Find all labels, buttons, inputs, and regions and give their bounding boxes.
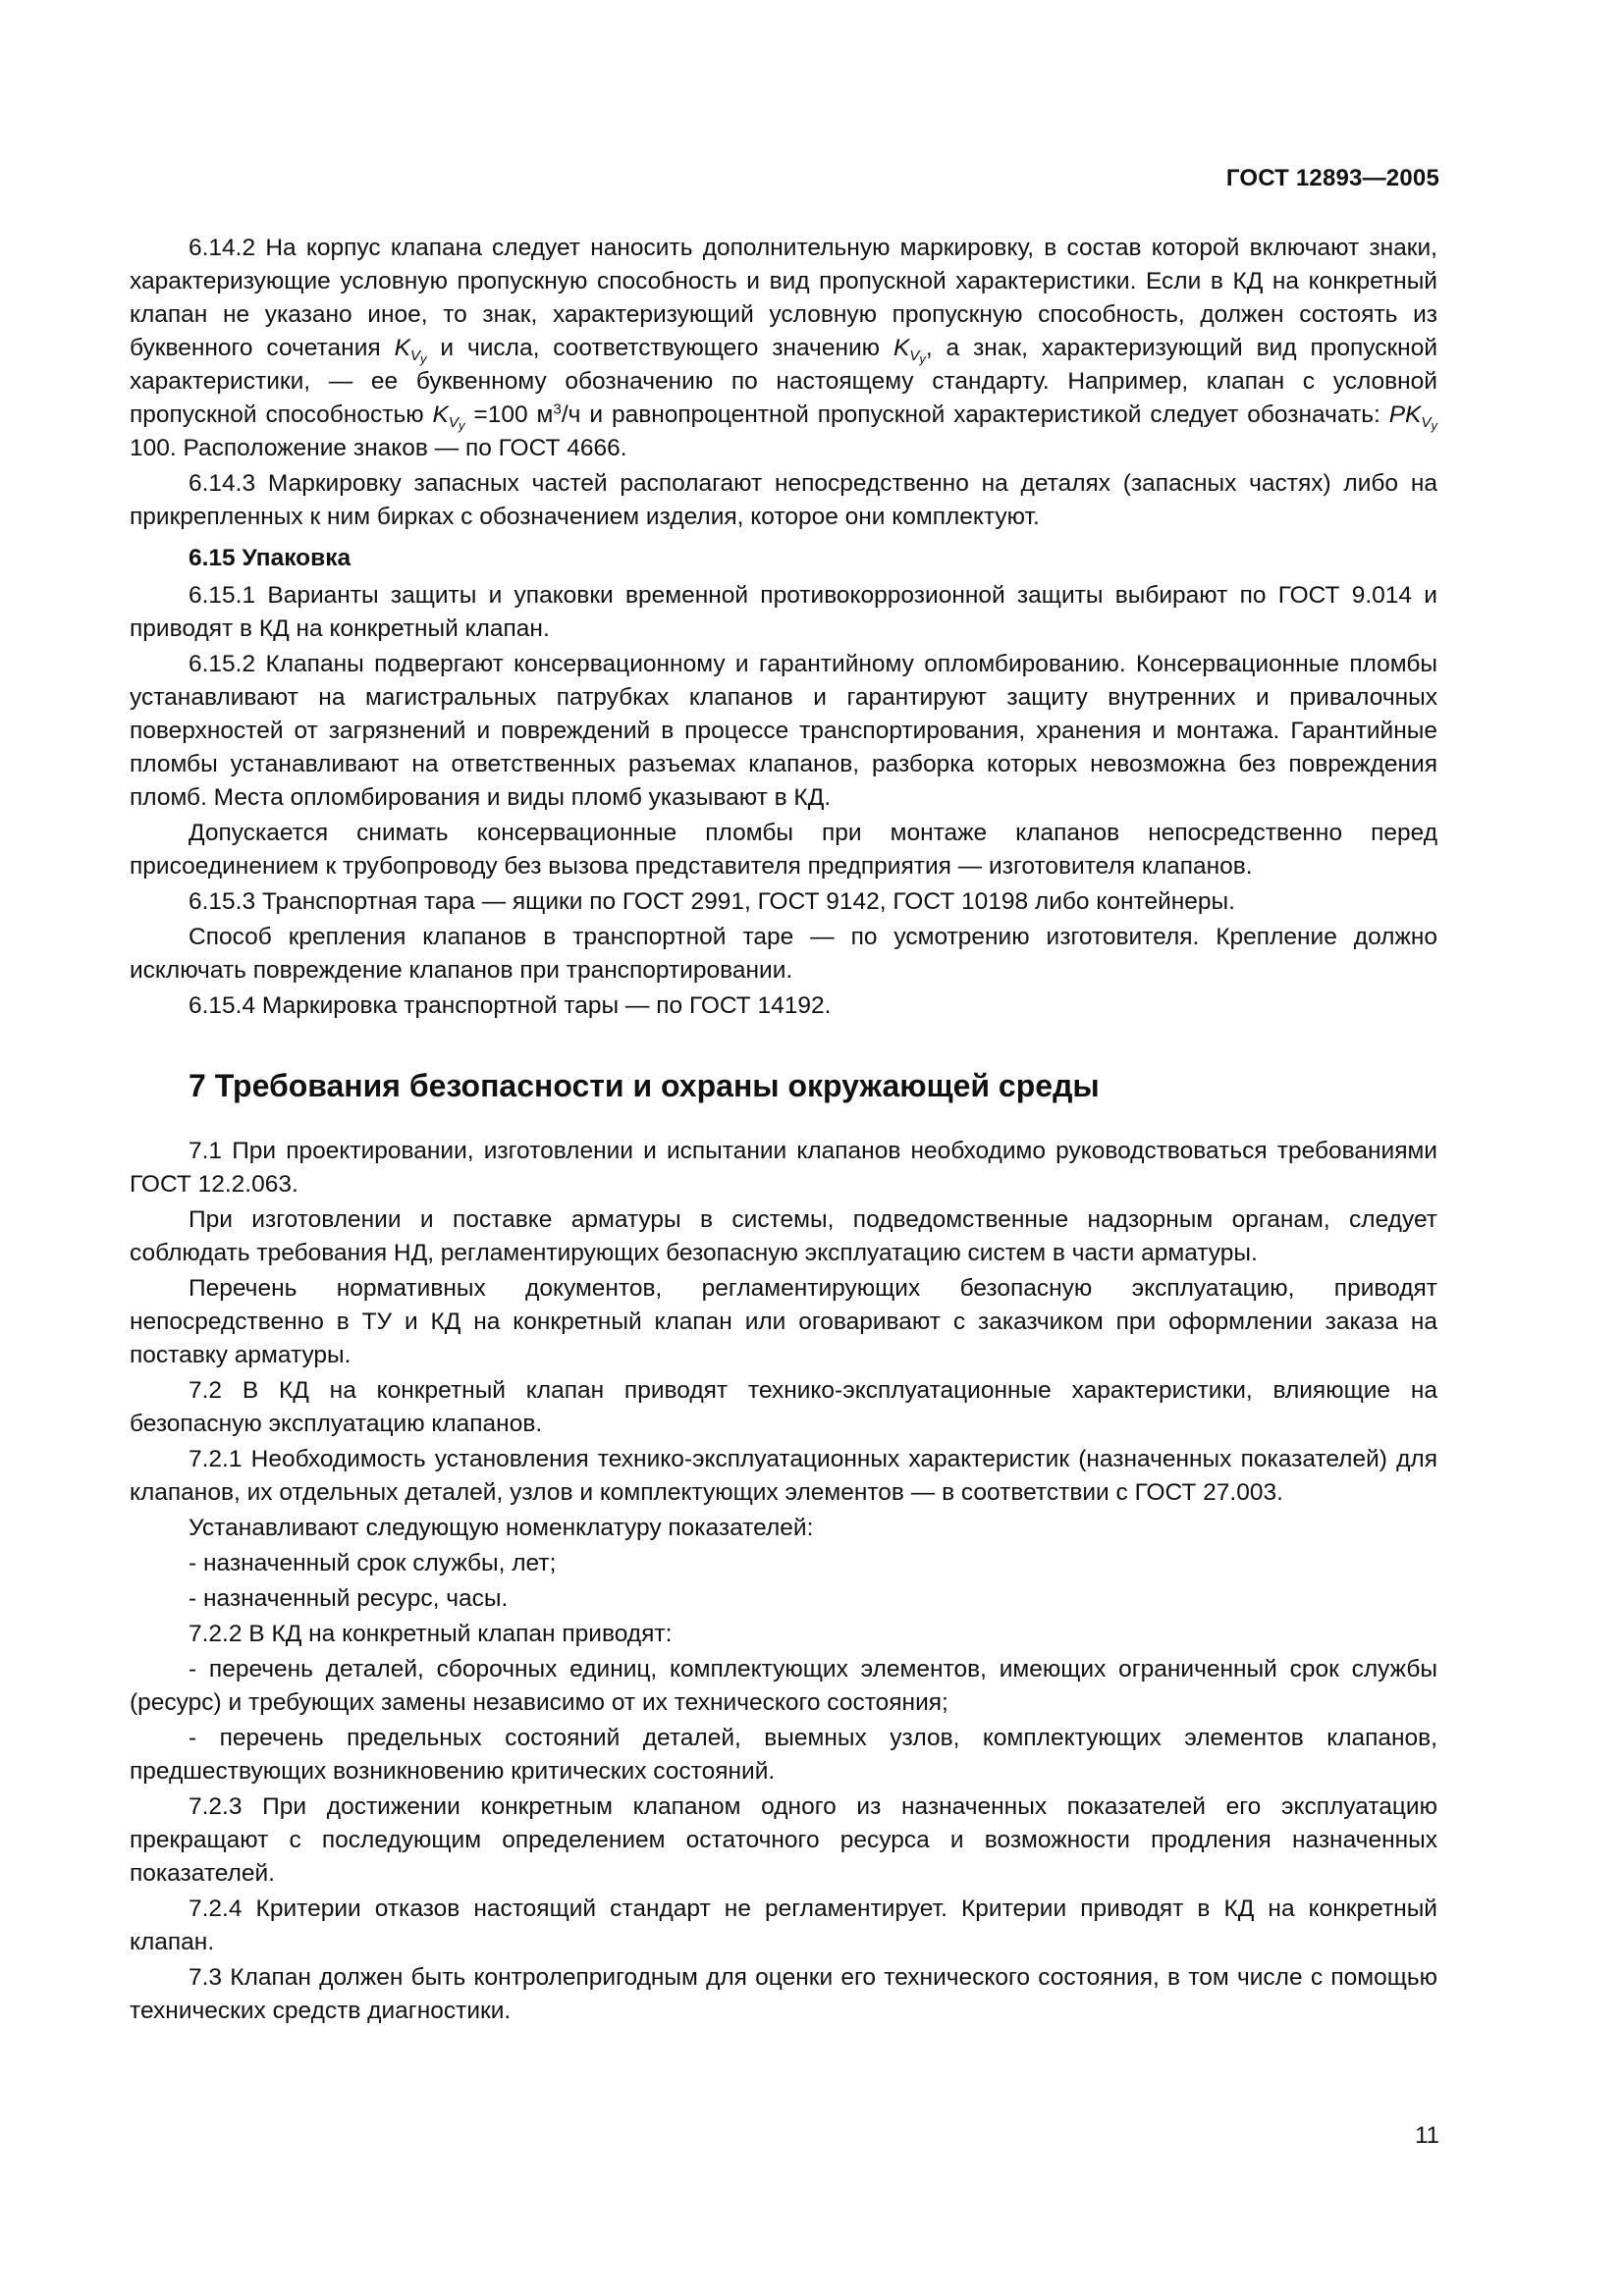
symbol-kv: $K_{V_y}$ (893, 335, 926, 367)
symbol-kv: $K_{V_y}$ (432, 401, 465, 434)
paragraph-6-15-4: 6.15.4 Маркировка транспортной тары — по ГОСТ 14192. (189, 992, 832, 1019)
paragraph-7-2-1: 7.2.1 Необходимость установления технико-эксплуатационных характеристик (назначенных показателей) для клапанов, их отдельных деталей, узлов и комплектующих элементов — в соответствии с ГОСТ 27.003. (130, 1446, 1437, 1506)
paragraph-7-2-1-b: Устанавливают следующую номенклатуру показателей: (189, 1515, 814, 1541)
document-code: ГОСТ 12893—2005 (1225, 165, 1439, 191)
paragraph-7-2: 7.2 В КД на конкретный клапан приводят технико-эксплуатационные характеристики, влияющие на безопасную эксплуатацию клапанов. (130, 1377, 1437, 1437)
text-segment: 100. Расположение знаков — по ГОСТ 4666. (130, 435, 627, 461)
text-segment: 6.14.2 На корпус клапана следует наносить дополнительную маркировку, в состав которой включают знаки, характеризующие условную пропускную способность и вид пропускной характеристики. Если в КД на конкретный клапан не указано иное, то знак, характеризующий условную пропускную способность, должен состоять из буквенного сочетания (130, 235, 1437, 361)
page-number: 11 (1415, 2122, 1439, 2149)
text-segment: и числа, соответствующего значению (440, 335, 881, 361)
list-item: - назначенный ресурс, часы. (189, 1585, 509, 1612)
symbol-kv: $K_{V_y}$ (394, 335, 427, 367)
list-item: - перечень предельных состояний деталей, выемных узлов, комплектующих элементов клапанов, предшествующих возникновению критических состояний. (130, 1725, 1437, 1785)
paragraph-6-15-2-b: Допускается снимать консервационные пломбы при монтаже клапанов непосредственно перед присоединением к трубопроводу без вызова представителя предприятия — изготовителя клапанов. (130, 820, 1437, 880)
superscript-3: 3 (553, 400, 562, 418)
paragraph-6-15-2: 6.15.2 Клапаны подвергают консервационному и гарантийному опломбированию. Консервационные пломбы устанавливают на магистральных патрубках клапанов и гарантируют защиту внутренних и привалочных поверхностей от загрязнений и повреждений в процессе транспортирования, хранения и монтажа. Гарантийные пломбы устанавливают на ответственных разъемах клапанов, разборка которых невозможна без повреждения пломб. Места опломбирования и виды пломб указывают в КД. (130, 651, 1437, 811)
list-item: - назначенный срок службы, лет; (189, 1550, 557, 1576)
paragraph-7-2-2: 7.2.2 В КД на конкретный клапан приводят: (189, 1621, 673, 1647)
text-segment: /ч и равнопроцентной пропускной характеристикой следует обозначать: (561, 401, 1380, 428)
paragraph-7-2-3: 7.2.3 При достижении конкретным клапаном одного из назначенных показателей его эксплуатацию прекращают с последующим определением остаточного ресурса и возможности продления назначенных показателей. (130, 1793, 1437, 1887)
paragraph-7-1-b: При изготовлении и поставке арматуры в системы, подведомственные надзорным органам, следует соблюдать требования НД, регламентирующих безопасную эксплуатацию систем в части арматуры. (130, 1206, 1437, 1266)
section-heading-7: 7 Требования безопасности и охраны окружающей среды (189, 1068, 1100, 1103)
symbol-pkv: $PK_{V_y}$ (1388, 401, 1437, 434)
paragraph-6-15-1: 6.15.1 Варианты защиты и упаковки временной противокоррозионной защиты выбирают по ГОСТ 9.014 и приводят в КД на конкретный клапан. (130, 582, 1437, 642)
paragraph-6-15-3: 6.15.3 Транспортная тара — ящики по ГОСТ 2991, ГОСТ 9142, ГОСТ 10198 либо контейнеры. (189, 888, 1235, 915)
paragraph-7-2-4: 7.2.4 Критерии отказов настоящий стандарт не регламентирует. Критерии приводят в КД на конкретный клапан. (130, 1896, 1437, 1955)
text-segment: , а знак, характеризующий вид пропускной характеристики, — ее буквенному обозначению по настоящему стандарту. Например, клапан с условной пропускной способностью (130, 335, 1438, 428)
paragraph-6-14-3: 6.14.3 Маркировку запасных частей располагают непосредственно на деталях (запасных частях) либо на прикрепленных к ним бирках с обозначением изделия, которое они комплектуют. (130, 470, 1437, 530)
list-item: - перечень деталей, сборочных единиц, комплектующих элементов, имеющих ограниченный срок службы (ресурс) и требующих замены независимо от их технического состояния; (130, 1656, 1437, 1716)
subsection-heading-6-15: 6.15 Упаковка (189, 545, 352, 571)
paragraph-6-14-2 (130, 232, 1437, 465)
paragraph-7-1-c: Перечень нормативных документов, регламентирующих безопасную эксплуатацию, приводят непосредственно в ТУ и КД на конкретный клапан или оговаривают с заказчиком при оформлении заказа на поставку арматуры. (130, 1275, 1437, 1368)
document-body (130, 232, 1437, 2030)
paragraph-7-1: 7.1 При проектировании, изготовлении и испытании клапанов необходимо руководствоваться требованиями ГОСТ 12.2.063. (130, 1138, 1437, 1198)
text-segment: =100 м (473, 401, 554, 428)
paragraph-7-3: 7.3 Клапан должен быть контролепригодным для оценки его технического состояния, в том числе с помощью технических средств диагностики. (130, 1964, 1437, 2024)
paragraph-6-15-3-b: Способ крепления клапанов в транспортной таре — по усмотрению изготовителя. Крепление должно исключать повреждение клапанов при транспортировании. (130, 924, 1437, 984)
